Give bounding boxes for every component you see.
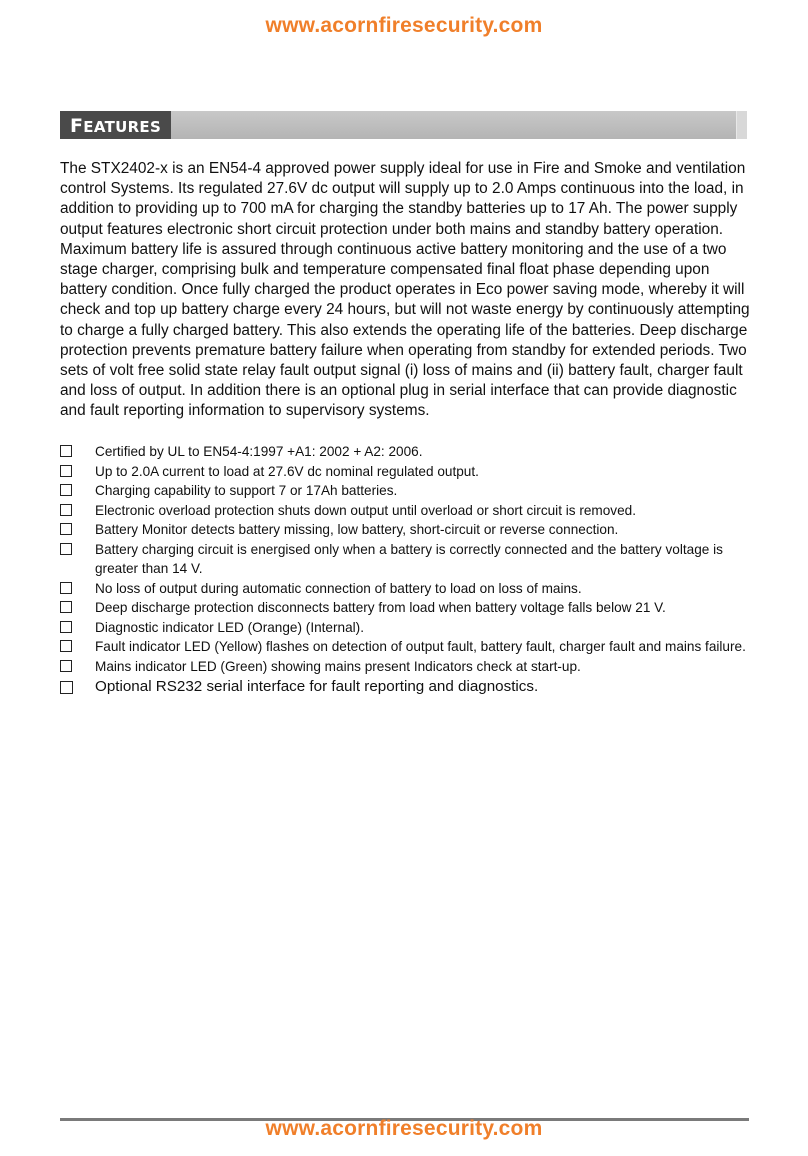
feature-text: Deep discharge protection disconnects battery from load when battery voltage falls below 21 V. [95,600,666,616]
section-title-rest: EATURES [83,118,162,136]
feature-item [60,540,750,578]
checkbox-icon [60,484,72,496]
intro-paragraph: The STX2402-x is an EN54-4 approved power supply ideal for use in Fire and Smoke and ventilation control Systems. Its regulated 27.6V dc output will supply up to 2.0 Amps continuous into the load, in addition to providing up to 700 mA for charging the standby batteries up to 17 Ah. The power supply output features electronic short circuit protection under both mains and standby battery operation. Maximum battery life is assured through continuous active battery monitoring and the use of a two stage charger, comprising bulk and temperature compensated final float phase depending upon battery condition. Once fully charged the product operates in Eco power saving mode, whereby it will check and top up battery charge every 24 hours, but will not waste energy by continuously attempting to charge a fully charged battery. This also extends the operating life of the batteries. Deep discharge protection prevents premature battery failure when operating from standby for extended periods. Two sets of volt free solid state relay fault output signal (i) loss of mains and (ii) battery fault, charger fault and loss of output. In addition there is an optional plug in serial interface that can provide diagnostic and fault reporting information to supervisory systems. [60,160,750,420]
feature-item [60,579,750,598]
checkbox-icon [60,445,72,457]
checkbox-icon [60,621,72,633]
feature-text: Mains indicator LED (Green) showing mains present Indicators check at start-up. [95,658,581,674]
header-website-url: www.acornfiresecurity.com [265,14,543,37]
feature-text: Fault indicator LED (Yellow) flashes on detection of output fault, battery fault, charger fault and mains failure. [95,639,746,655]
section-header-bar-end [736,111,747,139]
feature-text: Electronic overload protection shuts down output until overload or short circuit is removed. [95,502,637,518]
checkbox-icon [60,523,72,535]
feature-item [60,442,750,461]
section-title-initial: F [70,115,84,137]
feature-item [60,637,750,656]
feature-text: Up to 2.0A current to load at 27.6V dc nominal regulated output. [95,463,479,479]
feature-text: Certified by UL to EN54-4:1997 +A1: 2002 + A2: 2006. [95,444,423,459]
footer-website-url: www.acornfiresecurity.com [265,1117,543,1140]
checkbox-icon [60,582,72,594]
feature-item [60,520,750,539]
checkbox-icon [60,504,72,516]
feature-text: No loss of output during automatic connection of battery to load on loss of mains. [95,580,582,596]
checkbox-icon [60,601,72,613]
feature-item [60,618,750,637]
checkbox-icon [60,465,72,477]
feature-item [60,677,750,697]
feature-item [60,598,750,617]
section-title [60,111,171,139]
feature-text: Battery Monitor detects battery missing, low battery, short-circuit or reverse connection. [95,522,619,538]
feature-text: Diagnostic indicator LED (Orange) (Internal). [95,619,364,635]
feature-item [60,481,750,500]
feature-text: Optional RS232 serial interface for fault reporting and diagnostics. [95,677,539,695]
feature-item [60,657,750,676]
feature-item [60,501,750,520]
feature-text: Battery charging circuit is energised only when a battery is correctly connected and the battery voltage is greater than 14 V. [95,541,723,576]
checkbox-icon [60,681,73,694]
feature-text: Charging capability to support 7 or 17Ah batteries. [95,483,398,499]
checkbox-icon [60,660,72,672]
checkbox-icon [60,640,72,652]
checkbox-icon [60,543,72,555]
feature-item [60,462,750,481]
features-list [60,442,750,697]
